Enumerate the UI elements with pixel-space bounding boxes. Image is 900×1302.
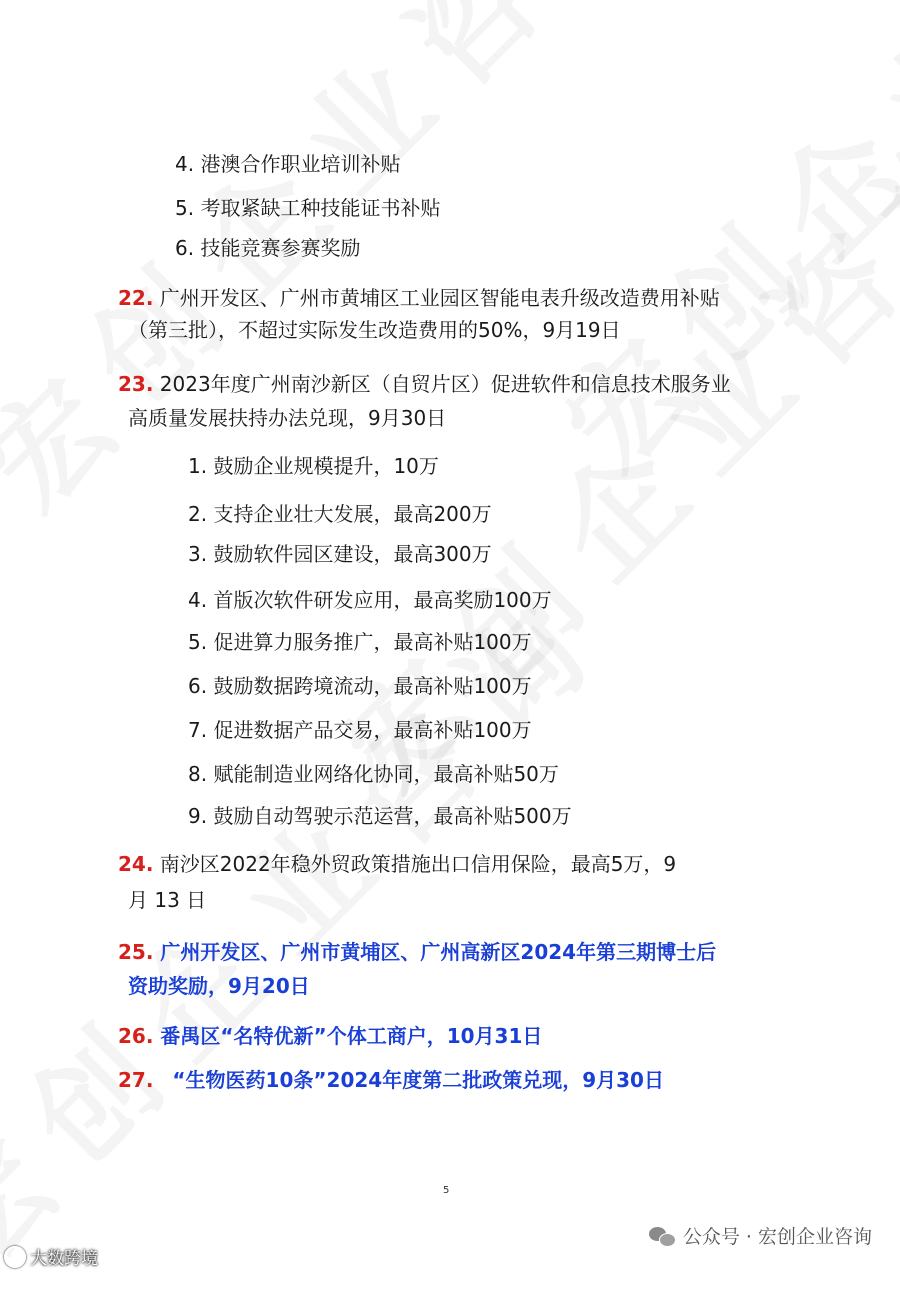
corner-text: 大数跨境 [30,1249,98,1269]
item-number: 26. [118,1024,154,1048]
item-text: “生物医药10条”2024年度第二批政策兑现，9月30日 [172,1068,664,1092]
sub-item: 7. 促进数据产品交易，最高补贴100万 [188,718,532,742]
sub-item: 2. 支持企业壮大发展，最高200万 [188,502,492,526]
sub-item: 6. 鼓励数据跨境流动，最高补贴100万 [188,674,532,698]
item-26 [118,1022,542,1050]
list-item: 6. 技能竞赛参赛奖励 [175,236,361,260]
list-item: 5. 考取紧缺工种技能证书补贴 [175,196,441,220]
item-24-line2: 月 13 日 [128,888,207,912]
item-number: 24. [118,852,154,876]
watermark-text [520,0,900,502]
item-24-line1 [118,850,676,878]
item-25-line1 [118,938,716,966]
page-number: 5 [443,1185,450,1196]
sub-item: 9. 鼓励自动驾驶示范运营，最高补贴500万 [188,804,572,828]
item-number: 22. [118,286,154,310]
item-22-line1 [118,284,720,312]
sub-item: 5. 促进算力服务推广，最高补贴100万 [188,630,532,654]
account-name: 公众号 · 宏创企业咨询 [682,1226,872,1248]
item-27 [118,1066,664,1094]
item-23-line1 [118,370,731,398]
corner-watermark [4,1244,98,1269]
corner-logo-icon [4,1246,26,1268]
item-number: 27. [118,1068,154,1092]
item-text: 2023年度广州南沙新区（自贸片区）促进软件和信息技术服务业 [159,372,731,396]
wechat-account-label [649,1222,872,1249]
item-number: 25. [118,940,154,964]
item-text: 广州开发区、广州市黄埔区工业园区智能电表升级改造费用补贴 [159,286,720,310]
list-item: 4. 港澳合作职业培训补贴 [175,152,401,176]
item-25-line2: 资助奖励，9月20日 [128,974,310,998]
watermark-text [0,544,638,1302]
wechat-icon [649,1225,675,1247]
item-23-line2: 高质量发展扶持办法兑现，9月30日 [128,406,447,430]
item-text: 番禺区“名特优新”个体工商户，10月31日 [160,1024,543,1048]
sub-item: 1. 鼓励企业规模提升，10万 [188,454,439,478]
sub-item: 8. 赋能制造业网络化协同，最高补贴50万 [188,762,559,786]
item-text: 广州开发区、广州市黄埔区、广州高新区2024年第三期博士后 [160,940,717,964]
item-text: 南沙区2022年稳外贸政策措施出口信用保险，最高5万，9 [159,852,677,876]
sub-item: 4. 首版次软件研发应用，最高奖励100万 [188,588,552,612]
item-22-line2: （第三批），不超过实际发生改造费用的50%，9月19日 [128,318,621,342]
sub-item: 3. 鼓励软件园区建设，最高300万 [188,542,492,566]
item-number: 23. [118,372,154,396]
